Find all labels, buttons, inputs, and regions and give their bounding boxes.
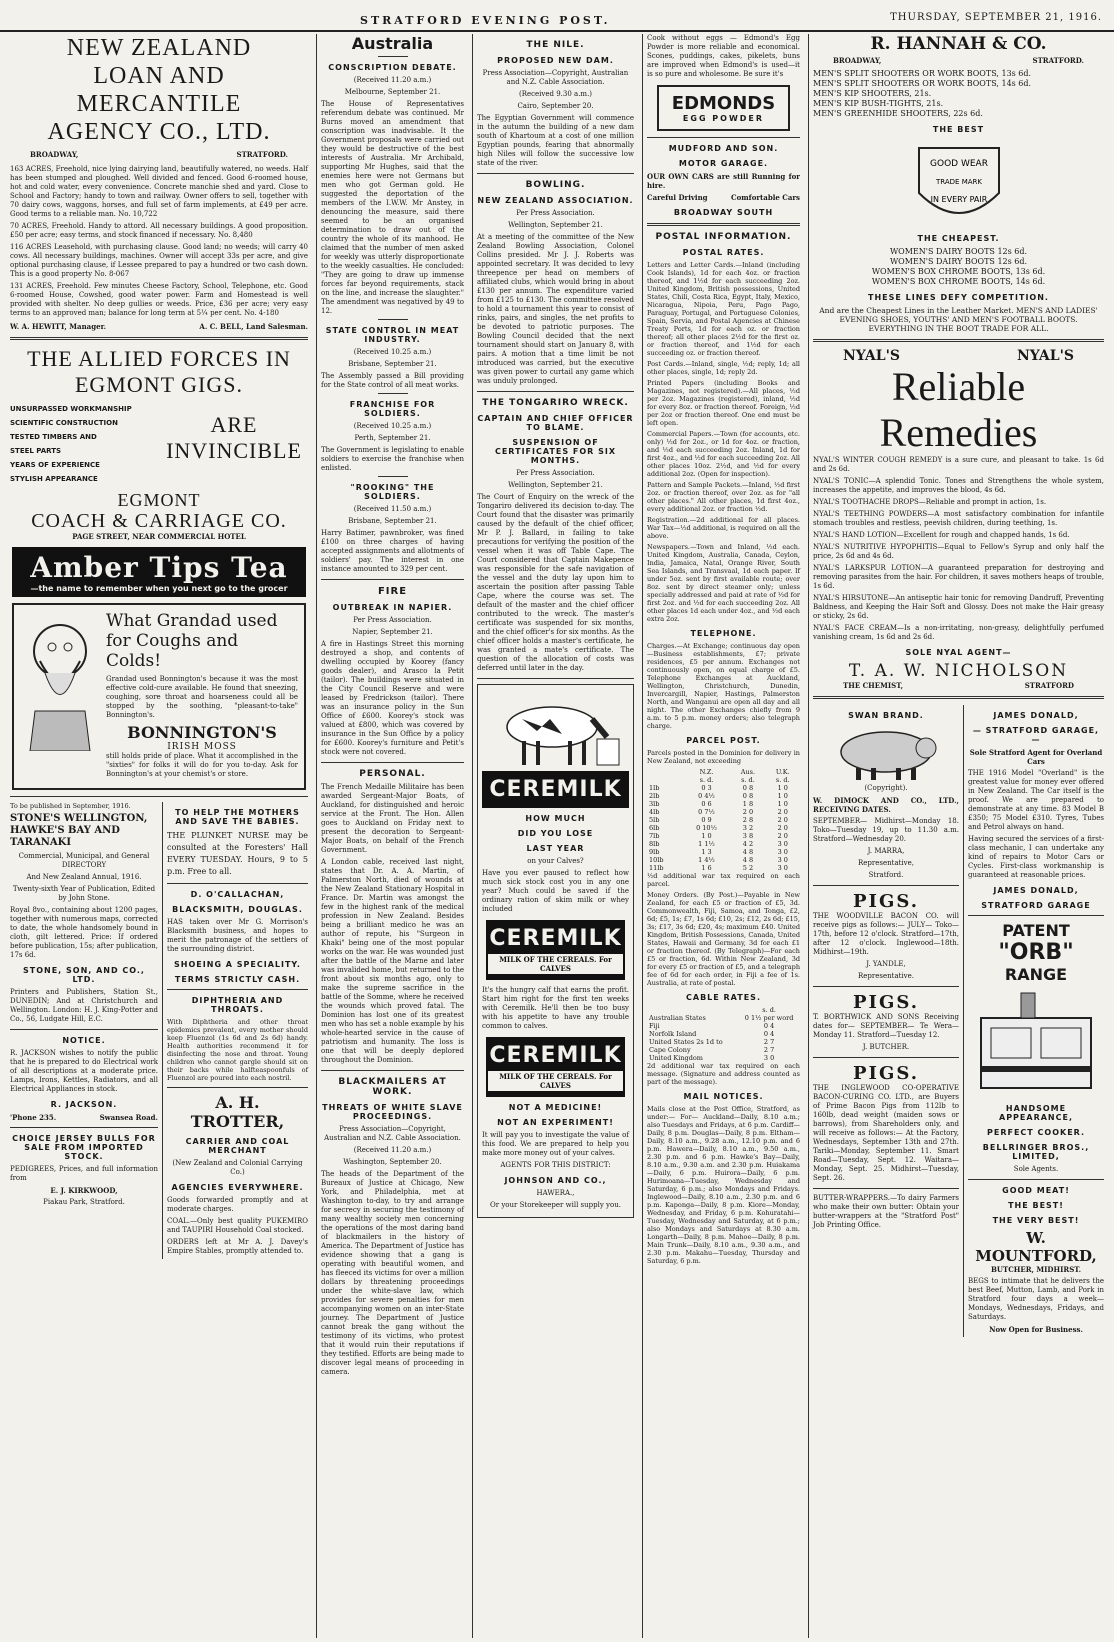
postal-column	[642, 34, 804, 1638]
telephone-body: Charges.—At Exchange; continuous day open—Business establishments, £7; private residences, £5 per annum. Exchanges not continuously open, on equal charge of £5. Telephone Exchanges at Auckland, Wellington, Christchurch, Dunedin, Invercargill, Napier, Hastings, Palmerston North, and Wanganui are open all day and all night. The other Exchanges chiefly from 9 a.m. to 5 p.m. money orders; also telegraph charge.	[647, 642, 800, 730]
nyals-item: NYAL'S TONIC—A splendid Tonic. Tones and Strengthens the whole system, increases the appetite, and improves the blood, 4s 6d.	[813, 477, 1104, 494]
ceremilk-q1: HOW MUCH	[525, 814, 586, 823]
pig-illustration	[826, 724, 946, 784]
postal-head: POSTAL INFORMATION.	[655, 232, 792, 242]
cable-table: s. d. Australian States 0 1½ per word Fiji 0 4 Norfolk Island 0 4 United States 2s 1d to 2 7 Cape Colony 2 7 United Kingdom 3 0	[647, 1006, 800, 1062]
loan-item: 163 ACRES, Freehold, nice lying dairying land, beautifully watered, no weeds. Half has been stumped and ploughed. Well divided and fenced. Good 6-roomed house, hot and cold water, every convenience. Concrete manchie shed and yard. Close to School and Factory; handy to town and railway. Owner offers to sell, together with 70 dairy cows, waggons, horses, and full set of farm implements, at £49 per acre. Good terms to a reliable man. No. 10,722	[10, 165, 308, 218]
edmonds-sub: EGG POWDER	[682, 114, 765, 123]
donald-name: JAMES DONALD,	[993, 711, 1079, 720]
ocallachan-body: HAS taken over Mr G. Morrison's Blacksmith business, and hopes to merit the patronage of the settlers of the surrounding district.	[167, 918, 308, 953]
bonnington-brand: BONNINGTON'S	[127, 723, 277, 742]
table-row: 1lb 0 3 0 8 1 0	[649, 784, 788, 792]
mail-body: Mails close at the Post Office, Stratford, as under:— For— Auckland—Daily, 8.10 a.m.; also Tuesdays and Fridays, at 6 p.m. Cardiff—Daily, 8 p.m. Douglas—Daily, 8 p.m. Eltham—Daily, 8.10 a.m., 9.28 a.m., 12.10 p.m. and 6 p.m. Hawera—Daily, 8.10 a.m., 9.50 a.m., 2.30 p.m. and 6 p.m. Hawke's Bay—Daily, 8.10 a.m., 9.30 a.m. and 2.30 p.m. Huiakama—Daily, 6 p.m. Huirora—Daily, 6 p.m. Hurimoana—Tuesday, Wednesday and Saturday, 6 p.m.; also Mondays and Fridays. Inglewood—Daily, 8.10 a.m., 2.30 p.m. and 6 p.m. Kaponga—Daily, 8 p.m. Kiore—Monday, Wednesday, and Friday, 6 p.m. Kohuratahi—Tuesday, Wednesday and Saturday, at 6 p.m.; also Mondays and Saturdays at 8.30 a.m. Longarth—Daily, 8 p.m. Mahoe—Daily, 8 p.m. Main Trunk—Daily, 8.10 a.m., 9.30 a.m., and 2.30 p.m. Makahu—Tuesday, Thursday and Saturday, 6 p.m.	[647, 1105, 800, 1265]
donald-garage: — STRATFORD GARAGE, —	[972, 726, 1100, 744]
meat-line-1: GOOD MEAT!	[1002, 1186, 1070, 1195]
calf-illustration	[482, 689, 632, 769]
orb-perfect: PERFECT COOKER.	[986, 1128, 1085, 1137]
meat-body: The Assembly passed a Bill providing for the State control of all meat works.	[321, 372, 464, 389]
franchise-recv: (Received 10.25 a.m.)	[353, 422, 432, 430]
trotter-name: A. H. TROTTER,	[190, 1093, 285, 1131]
loan-item: 116 ACRES Leasehold, with purchasing clause. Good land; no weeds; will carry 40 cows. All necessary buildings, machines. Owner will accept 33s per acre, and give optional purchasing clause, if Lessee prepared to pay a hundred or two cash down. This is a good property No. 8-067	[10, 243, 308, 278]
loan-broadway: BROADWAY,	[30, 150, 79, 159]
orb-line-3: RANGE	[1004, 965, 1068, 984]
directory-title: STONE'S WELLINGTON, HAWKE'S BAY AND TARANAKI	[10, 813, 148, 848]
ceremilk-body1: Have you ever paused to reflect how much sick stock cost you in any one year? Much could be saved if the ordinary ration of skim milk or whey included	[482, 869, 629, 913]
directory-desc: Royal 8vo., containing about 1200 pages, together with numerous maps, corrected to date, the whole handsomely bound in cloth, gilt lettered. Price: If ordered before publication, 15s; after publication, 17s 6d.	[10, 906, 158, 959]
ceremilk-q2: DID YOU LOSE	[517, 829, 594, 838]
loan-headline-3: AGENCY CO., LTD.	[47, 119, 271, 145]
tongariro-body: The Court of Enquiry on the wreck of the Tongariro delivered its decision to-day. The Court found that the disaster was primarily caused by the default of the chief officer, Mr P. J. Ballard, in failing to take precautions for verifying the position of the vessel when it was off Table Cape. The Court considered that Captain Makepence was responsible for the safe navigation of the vessel and the duty lay upon him to ascertain the position after passing Table Cape, where the course was set. The default of the master and the chief officer contributed to the wreck. The master's certificate was suspended for six months, and the chief officer's for six months. As the chief officer holds a master's certificate, he was granted a mate's certificate. The question of the allocation of costs was deferred until later in the day.	[477, 493, 634, 672]
cable-note: 2d additional war tax required on each message. (Signature and address counted as part of the message).	[647, 1062, 800, 1086]
range-stove-illustration	[971, 988, 1101, 1098]
hannah-stratford: STRATFORD.	[1032, 56, 1084, 65]
table-row: 11lb 1 6 5 2 3 0	[649, 864, 788, 872]
donald-agents: Sole Stratford Agent for Overland Cars	[969, 748, 1103, 766]
mudford-careful: Careful Driving	[647, 193, 708, 202]
bonnington-ad	[12, 603, 306, 790]
donald-body-2: Having secured the services of a first-class mechanic, I can undertake any kind of repairs to Motor Cars or Cycles. First-class workmanship is guaranteed at reasonable prices.	[968, 835, 1104, 879]
nyals-left: NYAL'S	[843, 348, 900, 364]
swan-rep-2: Representative,	[858, 859, 914, 867]
right-ads-column	[808, 34, 1108, 1638]
ocallachan-name: D. O'CALLACHAN,	[190, 890, 285, 899]
personal-p1: The French Medaille Militaire has been awarded Sergeant-Major Boats, of Auckland, for distinguished and heroic service at the Front. The Hon. Allen goes to Auckland on Friday next to present the decoration to Sergeant-Major Boats, on behalf of the French Government.	[321, 783, 464, 854]
ocallachan-s1: SHOEING A SPECIALITY.	[174, 960, 301, 969]
bonnington-body: Grandad used Bonnington's because it was the most effective cold-cure available. He found that sneezing, coughing, sore throat and hoarseness could all be stopped by the soothing, "pleasant-to-take" Bonnington's.	[106, 675, 298, 719]
cable-head: CABLE RATES.	[686, 993, 761, 1002]
table-row: 2lb 0 4½ 0 8 1 0	[649, 792, 788, 800]
loan-stratford: STRATFORD.	[236, 150, 288, 159]
hannah-broadway: BROADWAY,	[833, 56, 882, 65]
conscription-body: The House of Representatives referendum debate was continued. Mr Burns moved an amendment that conscription was inadvisable. It the Government proposals were carried out they would be destructive of the best interests of Australia. Mr Archibald, supporting Mr Hughes, said that the enemies here were not Germans but men who got German gold. He suggested the deportation of the members of the I.W.W. Mr Anstey, in denouncing the measure, said there seemed to be an organised determination to draw out of the country the whole of its manhood. He claimed that the number of men asked for weekly was utterly disproportionate to the weekly casualties. He concluded: "They are going to draw up immense forces far beyond requirements, stack on the line, and increase the slaughter." The amendment was negatived by 49 to 12.	[321, 100, 464, 315]
egmont-coach-1: EGMONT	[117, 490, 201, 510]
ocallachan-s2: TERMS STRICTLY CASH.	[174, 975, 301, 984]
pigs1-head: PIGS.	[853, 891, 919, 912]
nyals-item: NYAL'S HIRSUTONE—An antiseptic hair tonic for removing Dandruff, Preventing Baldness, and Keeping the Hair Soft and Glossy. Does not make the Hair greasy or sticky, 2s 6d.	[813, 594, 1104, 620]
meat-line-3: THE VERY BEST!	[992, 1216, 1080, 1225]
loan-agency-ad	[10, 34, 308, 331]
egmont-address: PAGE STREET, NEAR COMMERCIAL HOTEL	[72, 532, 246, 541]
meat-recv: (Received 10.25 a.m.)	[353, 348, 432, 356]
nile-sub: PROPOSED NEW DAM.	[497, 56, 614, 65]
hannah-item: MEN'S SPLIT SHOOTERS OR WORK BOOTS, 13s 6d.	[813, 69, 1032, 78]
orb-agent: BELLRINGER BROS., LIMITED,	[982, 1143, 1090, 1161]
seal-text-1: GOOD WEAR	[929, 159, 988, 169]
hannah-name: R. HANNAH & CO.	[870, 34, 1047, 54]
meat-name: W. MOUNTFORD,	[975, 1229, 1097, 1265]
swan-rep-3: Stratford.	[868, 871, 904, 879]
directory-intro: To be published in September, 1916.	[10, 802, 131, 810]
hannah-item-2: WOMEN'S DAIRY BOOTS 12s 6d.	[889, 247, 1028, 256]
ceremilk-not-experiment: NOT AN EXPERIMENT!	[497, 1118, 614, 1127]
tongariro-sub2: SUSPENSION OF CERTIFICATES FOR SIX MONTHS.	[494, 438, 617, 465]
paper-title: STRATFORD EVENING POST.	[360, 14, 611, 27]
directory-annual: And New Zealand Annual, 1916.	[26, 873, 142, 881]
table-row: United States 2s 1d to 2 7	[649, 1038, 775, 1046]
egmont-headline-2: EGMONT GIGS.	[74, 372, 244, 397]
ceremilk-q4: on your Calves?	[527, 857, 584, 865]
parcel-intro: Parcels posted in the Dominion for delivery in New Zealand, not exceeding	[647, 749, 800, 765]
mudford-garage: MOTOR GARAGE.	[678, 159, 769, 168]
blackmailers-sub: THREATS OF WHITE SLAVE PROCEEDINGS.	[322, 1103, 463, 1121]
notice-street: Swansea Road.	[99, 1113, 158, 1122]
egmont-coach-2: COACH & CARRIAGE CO.	[31, 510, 287, 532]
postal-registration: Registration.—2d additional for all places. War Tax—½d additional, is required on all the above.	[647, 516, 800, 540]
plunket-body: THE PLUNKET NURSE may be consulted at the Foresters' Hall EVERY TUESDAY. Hours, 9 to 5 p.m. Free to all.	[167, 831, 308, 876]
bonnington-brand-2: IRISH MOSS	[167, 742, 237, 752]
donald-sign: JAMES DONALD,	[993, 886, 1079, 895]
franchise-date: Perth, September 21.	[354, 434, 431, 442]
pigs2-body: T. BORTHWICK AND SONS Receiving dates for— SEPTEMBER— Te Wera—Monday 11. Stratford—Tuesday 12.	[813, 1013, 959, 1039]
notice-body: R. JACKSON wishes to notify the public that he is prepared to do Electrical work of all descriptions at a moderate price. Lamps, Irons, Kettles, Radiators, and all Electrical Appliances in stock.	[10, 1049, 158, 1093]
bowling-head: BOWLING.	[525, 180, 586, 190]
conscription-recv: (Received 11.20 a.m.)	[353, 76, 432, 84]
egmont-feature: STYLISH APPEARANCE	[10, 475, 98, 483]
orb-sole: Sole Agents.	[1013, 1165, 1059, 1173]
masthead	[0, 0, 1114, 32]
hannah-item: MEN'S KIP SHOOTERS, 21s.	[813, 89, 932, 98]
nyals-right: NYAL'S	[1017, 348, 1074, 364]
mail-head: MAIL NOTICES.	[683, 1092, 764, 1101]
edmonds-brand: EDMONDS	[671, 93, 776, 114]
hannah-item: MEN'S SPLIT SHOOTERS OR WORK BOOTS, 14s 6d.	[813, 79, 1032, 88]
bowling-by: Per Press Association.	[516, 209, 595, 217]
blackmailers-recv: (Received 11.20 a.m.)	[353, 1146, 432, 1154]
pigs1-rep-2: Representative.	[858, 972, 914, 980]
egmont-feature: YEARS OF EXPERIENCE	[10, 461, 100, 469]
franchise-body: The Government is legislating to enable soldiers to exercise the franchise when enlisted.	[321, 446, 464, 472]
pigs3-head: PIGS.	[853, 1063, 919, 1084]
bowling-body: At a meeting of the committee of the New Zealand Bowling Association, Colonel Collins presided. Mr J. J. Roberts was appointed secretary. It was decided to levy threepence per head on members of affiliated clubs, which would bring in about £130 per annum. The expenditure varied from £125 to £130. The committee resolved to hold a tournament this year to consist of rinks, pairs, and singles, the net profits to be devoted to patriotic purposes. The Bowling Council decided that the next tournament should start on January 8, with pairs. A motion that a time limit be not introduced was carried, but the executive was given power to curtail any game which was unduly prolonged.	[477, 233, 634, 385]
postal-letters: Letters and Letter Cards.—Inland (including Cook Islands), 1d for each 4oz. or fraction thereof, and 1½d for each succeeding 2oz. United Kingdom, British possessions, United States, Chili, Costa Rica, Egypt, Italy, Mexico, Nicaragua, Nipoia, Peru, Pago Pago, Paraguay, Portugal, and Portuguese Colonies, Spain, Servia, and Postal Agencies at Chinese Treaty Ports, 1d for each oz. or fraction thereof; all other places 2½d for the first oz. or fraction thereof, and 1½d for each succeeding oz. or fraction thereof.	[647, 261, 800, 357]
ceremilk-agent-place: HAWERA.,	[536, 1189, 575, 1197]
donald-body: THE 1916 Model "Overland" is the greatest value for money ever offered in New Zealand. The Car itself is the proof. We are prepared to demonstrate at any time. 83 Model B £350; 75 Model £310. Tyres, Tubes and Petrol always on hand.	[968, 769, 1104, 831]
fire-by: Per Press Association.	[353, 616, 432, 624]
ceremilk-brand-3: CEREMILK	[489, 1043, 622, 1068]
ceremilk-body2: It's the hungry calf that earns the profit. Start him right for the first ten weeks with Ceremilk. He'll then be too busy with his appetite to have any trouble common to calves.	[482, 986, 629, 1030]
orb-handsome: HANDSOME APPEARANCE,	[999, 1104, 1073, 1122]
personal-head: PERSONAL.	[359, 769, 426, 779]
pigs2-head: PIGS.	[853, 992, 919, 1013]
pigs3-body: THE INGLEWOOD CO-OPERATIVE BACON-CURING CO. LTD., are Buyers of Prime Bacon Pigs from 112lb to 160lb, dead weight (maiden sows or barrows), from Shareholders only, and will receive as follows:— At the Factory, Wednesdays, September 13th and 27th. Tariki—Monday, September 11. Smart Road—Tuesday, Sept. 12. Waitara—Monday, Sept. 25. Midhirst—Tuesday, Sept. 26.	[813, 1084, 959, 1182]
egmont-feature: STEEL PARTS	[10, 447, 62, 455]
nyals-item: NYAL'S TEETHING POWDERS—A most satisfactory combination for infantile stomach troubles and restless, peevish children, during teething, 1s.	[813, 510, 1104, 527]
edmonds-logo	[657, 85, 790, 131]
hannah-item: MEN'S KIP BUSH-TIGHTS, 21s.	[813, 99, 944, 108]
table-row: 9lb 1 3 4 8 3 0	[649, 848, 788, 856]
ceremilk-agents: AGENTS FOR THIS DISTRICT:	[500, 1161, 611, 1169]
blackmailers-head: BLACKMAILERS AT WORK.	[338, 1077, 447, 1097]
good-wear-seal	[904, 138, 1014, 228]
diphtheria-head: DIPHTHERIA AND THROATS.	[191, 996, 284, 1014]
tongariro-by: Per Press Association.	[516, 469, 595, 477]
ceremilk-not-medicine: NOT A MEDICINE!	[508, 1103, 603, 1112]
nyals-item: NYAL'S HAND LOTION—Excellent for rough and chapped hands, 1s 6d.	[813, 531, 1070, 539]
ceremilk-tag-2: MILK OF THE CEREALS. For CALVES	[488, 1071, 623, 1091]
table-row: Australian States 0 1½ per word	[649, 1014, 794, 1022]
left-column	[6, 34, 312, 1638]
nyals-chemist: THE CHEMIST,	[843, 681, 904, 690]
postal-sub: POSTAL RATES.	[682, 248, 765, 257]
postal-printed: Printed Papers (including Books and Magazines, not registered).—All places, ½d per 2oz. Magazines (registered), inland, ½d for every 8oz. or fraction thereof. Foreign, ½d per 2oz or fraction thereof. One end must be left open.	[647, 379, 800, 427]
loan-headline-2: LOAN AND MERCANTILE	[76, 63, 242, 117]
loan-headline-1: NEW ZEALAND	[66, 35, 252, 61]
table-row: Cape Colony 2 7	[649, 1046, 775, 1054]
issue-date: THURSDAY, SEPTEMBER 21, 1916.	[890, 12, 1102, 23]
postal-postcards: Post Cards.—Inland, single, ½d; reply, 1d; all other places, single, 1d; reply 2d.	[647, 360, 800, 376]
parcel-note: ½d additional war tax required on each parcel.	[647, 872, 800, 888]
tongariro-sub: CAPTAIN AND CHIEF OFFICER TO BLAME.	[477, 414, 634, 432]
hannah-item-2: WOMEN'S DAIRY BOOTS 12s 6d.	[889, 257, 1028, 266]
jersey-head: CHOICE JERSEY BULLS FOR SALE FROM IMPORTED STOCK.	[12, 1134, 156, 1161]
swan-rep: J. MARRA,	[867, 847, 905, 855]
donald-sign-2: STRATFORD GARAGE	[981, 901, 1091, 910]
conscription-date: Melbourne, September 21.	[344, 88, 441, 96]
meat-line-2: THE BEST!	[1008, 1201, 1064, 1210]
hannah-item-2: WOMEN'S BOX CHROME BOOTS, 14s 6d.	[871, 277, 1046, 286]
trotter-agencies: AGENCIES EVERYWHERE.	[171, 1183, 304, 1192]
ceremilk-agent-name: JOHNSON AND CO.,	[504, 1176, 607, 1185]
amber-tips-ad	[12, 547, 306, 597]
mudford-comfortable: Comfortable Cars	[731, 193, 800, 202]
directory-pubdesc: Printers and Publishers, Station St., DUNEDIN; And at Christchurch and Wellington. London: H. J. King-Potter and Co., 56, Ludgate Hill, E.C.	[10, 988, 158, 1023]
telephone-head: TELEPHONE.	[690, 629, 757, 638]
ceremilk-q3: LAST YEAR	[526, 844, 585, 853]
meat-trade: BUTCHER, MIDHIRST.	[990, 1265, 1082, 1274]
egmont-headline-1: THE ALLIED FORCES IN	[27, 346, 291, 371]
bowling-date: Wellington, September 21.	[508, 221, 603, 229]
meat-head: STATE CONTROL IN MEAT INDUSTRY.	[325, 326, 460, 344]
australia-column	[316, 34, 468, 1638]
seal-text-3: IN EVERY PAIR	[930, 195, 987, 204]
tongariro-head: THE TONGARIRO WRECK.	[482, 398, 629, 408]
egmont-feature: TESTED TIMBERS AND	[10, 433, 97, 441]
nyals-remedies: Remedies	[879, 410, 1038, 455]
table-row: Norfolk Island 0 4	[649, 1030, 775, 1038]
loan-salesman: A. C. BELL, Land Salesman.	[199, 322, 308, 331]
trotter-coal: COAL.—Only best quality PUKEMIRO and TAUPIRI Household Coal stocked.	[167, 1217, 308, 1234]
hannah-defy: THESE LINES DEFY COMPETITION.	[868, 293, 1049, 302]
table-row: 3lb 0 6 1 8 1 0	[649, 800, 788, 808]
hannah-item: MEN'S GREENHIDE SHOOTERS, 22s 6d.	[813, 109, 983, 118]
nyals-nicholson: T. A. W. NICHOLSON	[848, 661, 1069, 681]
jersey-name: E. J. KIRKWOOD,	[50, 1186, 118, 1195]
egmont-are: ARE	[210, 412, 258, 437]
bonnington-tail: still holds pride of place. What it accomplished in the "sixties" for folks it will do for you to-day. Ask for Bonnington's at your chemist's or store.	[106, 752, 298, 778]
parcel-head: PARCEL POST.	[686, 736, 761, 745]
hannah-cheapest: THE CHEAPEST.	[917, 234, 1000, 243]
directory-year: Twenty-sixth Year of Publication, Edited by John Stone.	[12, 885, 156, 902]
table-row: 7lb 1 0 3 8 2 0	[649, 832, 788, 840]
trotter-trade: CARRIER AND COAL MERCHANT	[185, 1137, 290, 1155]
swan-body: W. DIMOCK AND CO., LTD., RECEIVING DATES.	[813, 796, 959, 814]
fire-sub: OUTBREAK IN NAPIER.	[332, 603, 453, 612]
tongariro-date: Wellington, September 21.	[508, 481, 603, 489]
orb-line-2: "ORB"	[998, 940, 1074, 965]
trotter-orders: ORDERS left at Mr A. J. Davey's Empire Stables, promptly attended to.	[167, 1238, 308, 1255]
directory-sub: Commercial, Municipal, and General DIRECTORY	[18, 852, 150, 869]
ceremilk-ad	[477, 684, 634, 1218]
trotter-goods: Goods forwarded promptly and at moderate charges.	[167, 1196, 308, 1213]
franchise-head: FRANCHISE FOR SOLDIERS.	[349, 400, 436, 418]
ceremilk-tag: MILK OF THE CEREALS. For CALVES	[488, 954, 623, 974]
nyals-reliable: Reliable	[891, 364, 1026, 409]
rooking-recv: (Received 11.50 a.m.)	[353, 505, 432, 513]
seal-text-2: TRADE MARK	[935, 178, 982, 186]
australia-title: Australia	[351, 34, 434, 53]
personal-p2: A London cable, received last night, states that Dr. A. A. Martin, of Palmerston North, died of wounds at the New Zealand Stationary Hospital in France. Dr. Martin was amongst the few in the highest rank of the medical profession in New Zealand. Besides being a brilliant medico he was an author of repute, his "Surgeon in Khaki" being one of the most popular works on the war. He was wounded just after the battle of the Marne and later was invalided home, but returned to the front about six months ago, only to make the supreme sacrifice in the battle of the Somme, where he received the wounds which proved fatal. The Dominion has lost one of its greatest men who has set a noble example by his whole-hearted service in the cause of patriotism and humanity. The loss is one that will be deeply deplored throughout the Dominion.	[321, 858, 464, 1064]
bonnington-headline-2: for Coughs and Colds!	[106, 631, 239, 671]
meat-order: Now Open for Business.	[989, 1325, 1083, 1334]
jersey-place: Piakau Park, Stratford.	[43, 1198, 125, 1206]
table-row: 4lb 0 7½ 2 0 2 0	[649, 808, 788, 816]
nile-date: Cairo, September 20.	[517, 102, 594, 110]
nyals-item: NYAL'S FACE CREAM—Is a non-irritating, non-greasy, delightfully perfumed vanishing cream, 1s 6d and 2s 6d.	[813, 624, 1104, 641]
butter-wrappers: BUTTER-WRAPPERS.—To dairy Farmers who make their own butter: Obtain your butter-wrappers at the "Stratford Post" Job Printing Office.	[813, 1194, 959, 1229]
rooking-date: Brisbane, September 21.	[348, 517, 437, 525]
mudford-name: MUDFORD AND SON.	[668, 144, 779, 153]
table-row: 8lb 1 1½ 4 2 3 0	[649, 840, 788, 848]
conscription-head: CONSCRIPTION DEBATE.	[328, 63, 457, 72]
orb-line-1: PATENT	[1002, 921, 1070, 940]
edmonds-text: Cook without eggs — Edmond's Egg Powder is more reliable and economical. Scones, puddings, cakes, pikelets, buns are improved when Edmond's is used—it is so pure and wholesome. Be sure it's	[647, 34, 800, 78]
jersey-body: PEDIGREES, Prices, and full information from	[10, 1165, 158, 1182]
ceremilk-brand-2: CEREMILK	[489, 926, 622, 951]
nile-recv: (Received 9.30 a.m.)	[518, 90, 593, 98]
swan-copyright: (Copyright).	[864, 784, 908, 792]
egmont-gigs-ad	[10, 346, 308, 541]
directory-publisher: STONE, SON, AND CO., LTD.	[23, 966, 145, 984]
loan-item: 131 ACRES, Freehold. Few minutes Cheese Factory, School, Telephone, etc. Good 6-roomed House, Cowshed, good water power. Farm and Homestead is well provided with shelter. No deep gullies or weeds. Price, £36 per acre; very easy terms to an approved man; balance for long term at 5¼ per cent. No. 4-180	[10, 282, 308, 317]
swan-head: SWAN BRAND.	[848, 711, 924, 720]
fire-date: Napier, September 21.	[352, 628, 433, 636]
meat-date: Brisbane, September 21.	[348, 360, 437, 368]
fire-body: A fire in Hastings Street this morning destroyed a shop, and contents of dwelling occupied by Koorey (fancy goods dealer), and Arasco la Petit (tailor). The buildings were situated in the City Council Reserve and were leased by Fredrickson (tailor). There was an insurance policy in the Sun Office of £600. Koorey's stock was valued at £800, which was covered by insurance in the Sun Office by a policy for £600. Koorey's furniture and Petit's stock were not covered.	[321, 640, 464, 756]
trotter-sub: (New Zealand and Colonial Carrying Co.)	[172, 1159, 303, 1176]
parcel-table: N.Z. Aus. U.K. s. d. s. d. s. d. 1lb 0 3 0 8 1 0 2lb 0 4½ 0 8 1 0 3lb 0 6 1 8 1 0 4lb 0 7½ 2 0 2 0 5lb 0 9 2 8 2 0 6lb 0 10½ 3 2 2 0 7lb 1 0 3 8 2 0 8lb 1 1½ 4 2 3 0 9lb 1 3 4 8 3 0 10lb 1 4½ 4 8 3 0 11lb 1 6 5 2 3 0	[647, 768, 800, 872]
plunket-head: TO HELP THE MOTHERS AND SAVE THE BABIES.	[175, 808, 300, 826]
table-row: Fiji 0 4	[649, 1022, 775, 1030]
pigs2-sign: J. BUTCHER.	[862, 1043, 910, 1051]
bonnington-headline-1: What Grandad used	[106, 611, 278, 631]
nyals-item: NYAL'S NUTRITIVE HYPOPHITIS—Equal to Fellow's Syrup and only half the price, 2s 6d and 4s 6d.	[813, 543, 1104, 560]
postal-commercial: Commercial Papers.—Town (for accounts, etc. only) ½d for 2oz., or 1d for 4oz. or fraction, and ½d each succeeding 2oz. Inland, 1d for first 4oz., and ½d for each succeeding 2oz. All other places 10oz. 2½d, and ½d for every additional 2oz. (Open for inspection).	[647, 430, 800, 478]
nyals-item: NYAL'S LARKSPUR LOTION—A guaranteed preparation for destroying and removing parasites from the hair. For children, it saves mothers heaps of trouble, 1s 6d.	[813, 564, 1104, 590]
bowling-sub: NEW ZEALAND ASSOCIATION.	[477, 196, 634, 205]
mudford-body: OUR OWN CARS are still Running for hire.	[647, 172, 800, 190]
table-row: United Kingdom 3 0	[649, 1054, 775, 1062]
notice-head: NOTICE.	[62, 1036, 106, 1045]
nyals-item: NYAL'S WINTER COUGH REMEDY is a sure cure, and pleasant to take. 1s 6d and 2s 6d.	[813, 456, 1104, 473]
nyals-stratford: STRATFORD	[1024, 681, 1074, 690]
nile-by: Press Association—Copyright, Australian and N.Z. Cable Association.	[482, 69, 629, 86]
grandad-illustration	[20, 611, 100, 751]
ceremilk-body3: It will pay you to investigate the value of this food. We are prepared to help you make more money out of your calves.	[482, 1131, 629, 1157]
postal-newspapers: Newspapers.—Town and Inland, ½d each. United Kingdom, Australia, Canada, Ceylon, India, Jamaica, Natal, Orange River, South Sea Islands, and Transvaal, 1d each paper. If under 5oz. sent by first available route; over 8oz. sent by direct steamer only; unless specially addressed and paid at rate of ½d for first 2oz. and ½d for each succeeding 2oz. All other places 1d each under 4oz., and ½d each extra 2oz.	[647, 543, 800, 623]
table-row: 6lb 0 10½ 3 2 2 0	[649, 824, 788, 832]
hannah-best: THE BEST	[932, 125, 985, 134]
nyals-ad	[813, 348, 1104, 690]
nile-head: THE NILE.	[526, 40, 585, 50]
meat-body: BEGS to intimate that he delivers the best Beef, Mutton, Lamb, and Pork in Stratford four days a week—Mondays, Wednesdays, Fridays, and Saturdays.	[968, 1277, 1104, 1321]
pigs1-body: THE WOODVILLE BACON CO. will receive pigs as follows:— JULY— Toko—17th, before 12 o'clock. Stratford—17th, after 12 o'clock. Inglewood—18th. Midhirst—19th.	[813, 912, 959, 956]
notice-phone: 'Phone 235.	[10, 1113, 57, 1122]
egmont-invincible: INVINCIBLE	[166, 438, 302, 463]
ocallachan-trade: BLACKSMITH, DOUGLAS.	[172, 905, 303, 914]
nyals-agent: SOLE NYAL AGENT—	[905, 648, 1012, 657]
amber-tagline: —the name to remember when you next go to the grocer	[30, 584, 288, 593]
ceremilk-brand: CEREMILK	[489, 777, 622, 802]
nyals-item: NYAL'S TOOTHACHE DROPS—Reliable and prompt in action, 1s.	[813, 498, 1047, 506]
loan-item: 70 ACRES, Freehold. Handy to attord. All necessary buildings. A good proposition. £50 per acre; easy terms, and stock financed if necessary. No. 8,480	[10, 222, 308, 239]
blackmailers-body: The heads of the Department of the Bureaux of Justice at Chicago, New York, and Philadelphia, met at Washington to-day, to try and arrange for secrecy in securing the testimony of many wealthy society men concerning the operations of the most daring band of blackmailers in the history of America. The Department of Justice has evidence showing that a gang is operating with beautiful women, and has fleeced its victims for over a million dollars by threatening proceedings under the white-slave law, which provides for severe penalties for men accompanying women on an inter-State journey. The Department of Justice cannot break the gang without the testimony of its victims, who protest that it would ruin their reputations if they testified. Efforts are being made to discover legal means of proceeding in camera.	[321, 1170, 464, 1376]
loan-manager: W. A. HEWITT, Manager.	[10, 322, 107, 331]
hannah-item-2: WOMEN'S BOX CHROME BOOTS, 13s 6d.	[871, 267, 1046, 276]
news-column-3	[472, 34, 638, 1638]
fire-head: FIRE	[377, 586, 408, 597]
rooking-head: "ROOKING" THE SOLDIERS.	[350, 483, 435, 501]
postal-pattern: Pattern and Sample Packets.—Inland, ½d first 2oz. or fraction thereof, over 2oz. as for "all other places." All other places, 1d first 4oz., every additional 2oz. or fraction ½d.	[647, 481, 800, 513]
blackmailers-by: Press Association—Copyright, Australian and N.Z. Cable Association.	[324, 1125, 461, 1142]
table-row: 10lb 1 4½ 4 8 3 0	[649, 856, 788, 864]
diphtheria-body: With Diphtheria and other throat epidemics prevalent, every mother should keep Fluenzol (1s 6d and 2s 6d) handy. Health authorities recommend it for disinfecting the nose and throat. Young children who cannot gargle should sit on their backs while halfteaspoonfuls of Fluenzol are poured into each nostril.	[167, 1018, 308, 1082]
rooking-body: Harry Batimer, pawnbroker, was fined £100 on three charges of having accepted assignments and allotments of soldiers' pay. The interest in one instance amounted to 329 per cent.	[321, 529, 464, 573]
money-orders: Money Orders. (By Post.)—Payable in New Zealand, for each £5 or fraction of £5, 3d. Commonwealth, Fiji, Samoa, and Tonga, £2, 6d; £5, 1s; £7, 1s 6d; £10, 2s; £12, 2s 6d; £15, 3s; £17, 3s 6d; £20, 4s; maximum £40. United Kingdom, British Possessions, Canada, United States, Hawaii and Germany, 3d for each £1 or fraction thereof. (By Telegraph)—For each £5 or fraction, 6d. Within New Zealand, 3d for every £5 or fraction of £5, and a telegraph fee of 6d for each order, in Fiji a fee of 1s. Australia, at rate of postal.	[647, 891, 800, 987]
swan-dates: SEPTEMBER— Midhirst—Monday 18. Toko—Tuesday 19, up to 11.30 a.m. Stratford—Wednesday 20.	[813, 817, 959, 843]
egmont-feature: UNSURPASSED WORKMANSHIP	[10, 405, 132, 413]
mudford-address: BROADWAY SOUTH	[673, 208, 774, 217]
hannah-tail: And are the Cheapest Lines in the Leather Market. MEN'S AND LADIES' EVENING SHOES, YOUTHS' AND MEN'S FOOTBALL BOOTS. EVERYTHING IN THE BOOT TRADE FOR ALL.	[819, 306, 1098, 333]
hannah-ad	[813, 34, 1104, 333]
egmont-feature: SCIENTIFIC CONSTRUCTION	[10, 419, 118, 427]
blackmailers-date: Washington, September 20.	[343, 1158, 442, 1166]
pigs1-rep: J. YANDLE,	[866, 960, 906, 968]
table-row: 5lb 0 9 2 8 2 0	[649, 816, 788, 824]
amber-title: Amber Tips Tea	[30, 551, 288, 584]
nile-body: The Egyptian Government will commence in the autumn the building of a new dam south of Khartoum at a cost of one million Egyptian pounds, fearing that abnormally high Niles will follow the successive low state of the river.	[477, 114, 634, 167]
ceremilk-store: Or your Storekeeper will supply you.	[490, 1201, 621, 1209]
notice-name: R. JACKSON.	[50, 1100, 118, 1109]
